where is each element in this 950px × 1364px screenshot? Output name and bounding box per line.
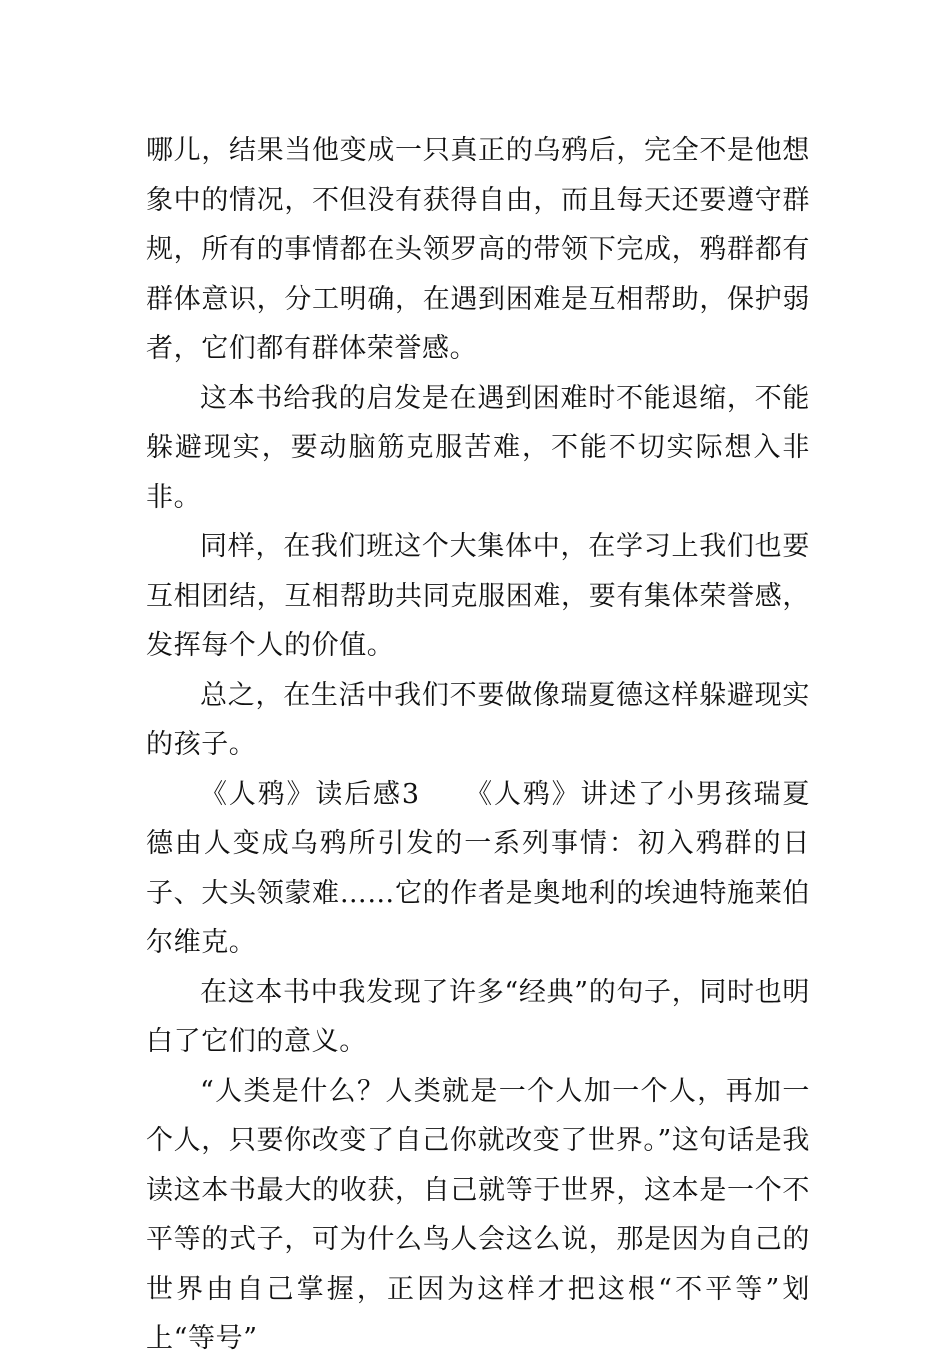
paragraph-3: 同样，在我们班这个大集体中，在学习上我们也要互相团结，互相帮助共同克服困难，要有集体荣誉感，发挥每个人的价值。 bbox=[146, 531, 810, 661]
paragraph-7: “人类是什么？人类就是一个人加一个人，再加一个人，只要你改变了自己你就改变了世界。”这句话是我读这本书最大的收获，自己就等于世界，这本是一个不平等的式子，可为什么鸟人会这么说，那是因为自己的世界由自己掌握，正因为这样才把这根“不平等”划上“等号” bbox=[146, 1075, 810, 1354]
paragraph-5: 《人鸦》读后感3 《人鸦》讲述了小男孩瑞夏德由人变成乌鸦所引发的一系列事情：初入鸦群的日子、大头领蒙难……它的作者是奥地利的埃迪特施莱伯尔维克。 bbox=[146, 778, 810, 958]
document-body bbox=[146, 126, 810, 1364]
paragraph-1: 哪儿，结果当他变成一只真正的乌鸦后，完全不是他想象中的情况，不但没有获得自由，而且每天还要遵守群规，所有的事情都在头领罗高的带领下完成，鸦群都有群体意识，分工明确，在遇到困难是互相帮助，保护弱者，它们都有群体荣誉感。 bbox=[146, 135, 810, 364]
paragraph-4: 总之，在生活中我们不要做像瑞夏德这样躲避现实的孩子。 bbox=[146, 679, 810, 760]
paragraph-6: 在这本书中我发现了许多“经典”的句子，同时也明白了它们的意义。 bbox=[146, 976, 810, 1057]
paragraph-2: 这本书给我的启发是在遇到困难时不能退缩，不能躲避现实，要动脑筋克服苦难，不能不切实际想入非非。 bbox=[146, 382, 810, 513]
